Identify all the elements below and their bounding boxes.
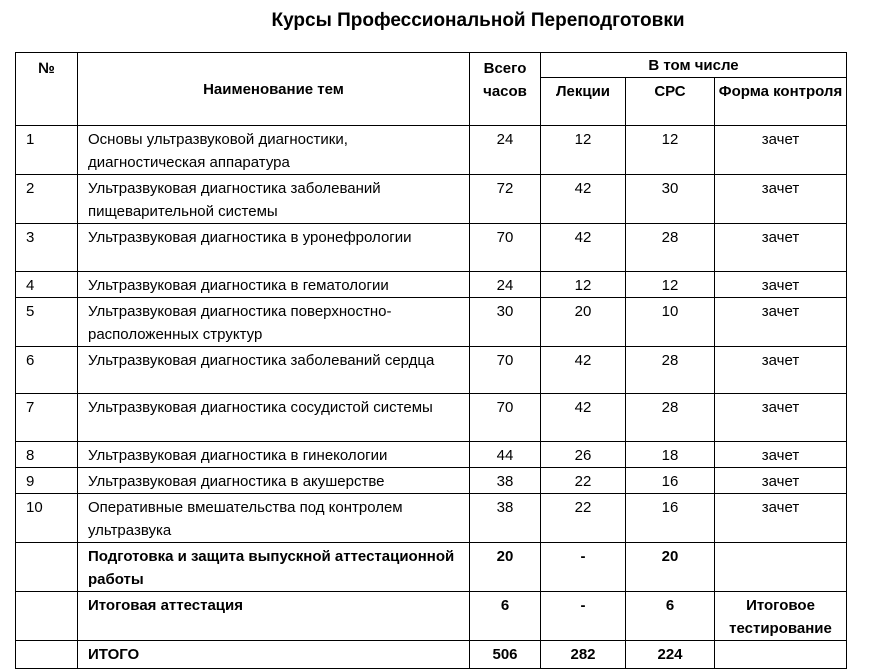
row-src: 16 [626, 494, 715, 543]
row-src: 6 [626, 592, 715, 641]
summary-row-total [16, 641, 847, 669]
row-lectures: 282 [541, 641, 626, 669]
row-number [16, 592, 78, 641]
row-topic: Итоговая аттестация [78, 592, 470, 641]
row-total: 38 [470, 468, 541, 494]
row-topic: Ультразвуковая диагностика в гинекологии [78, 442, 470, 468]
row-topic: Оперативные вмешательства под контролем ультразвука [78, 494, 470, 543]
row-form: зачет [715, 468, 847, 494]
row-src: 30 [626, 175, 715, 224]
row-src: 20 [626, 543, 715, 592]
row-form: зачет [715, 126, 847, 175]
row-number: 7 [16, 394, 78, 442]
row-topic: Основы ультразвуковой диагностики, диагностическая аппаратура [78, 126, 470, 175]
row-lectures: 20 [541, 298, 626, 347]
course-table [15, 52, 847, 669]
row-lectures: - [541, 543, 626, 592]
row-number: 6 [16, 347, 78, 394]
row-total: 70 [470, 224, 541, 272]
row-topic: Ультразвуковая диагностика в акушерстве [78, 468, 470, 494]
row-form: Итоговое тестирование [715, 592, 847, 641]
row-topic: Ультразвуковая диагностика заболеваний сердца [78, 347, 470, 394]
row-src: 18 [626, 442, 715, 468]
row-lectures: 42 [541, 394, 626, 442]
table-row [16, 394, 847, 442]
header-including: В том числе [541, 53, 847, 78]
row-src: 28 [626, 394, 715, 442]
table-row [16, 442, 847, 468]
row-topic: Ультразвуковая диагностика сосудистой системы [78, 394, 470, 442]
row-lectures: 12 [541, 126, 626, 175]
row-number [16, 641, 78, 669]
row-lectures: - [541, 592, 626, 641]
header-total-hours: Всего часов [470, 53, 541, 126]
table-row [16, 224, 847, 272]
table-row [16, 494, 847, 543]
row-src: 28 [626, 224, 715, 272]
header-topic-name: Наименование тем [78, 53, 470, 126]
row-number: 1 [16, 126, 78, 175]
header-number: № [16, 53, 78, 126]
row-form [715, 641, 847, 669]
row-topic: Ультразвуковая диагностика в уронефрологии [78, 224, 470, 272]
row-form: зачет [715, 175, 847, 224]
table-row [16, 347, 847, 394]
table-row [16, 175, 847, 224]
row-form: зачет [715, 494, 847, 543]
row-lectures: 22 [541, 468, 626, 494]
row-topic: Ультразвуковая диагностика заболеваний пищеварительной системы [78, 175, 470, 224]
row-topic: Подготовка и защита выпускной аттестационной работы [78, 543, 470, 592]
row-form: зачет [715, 298, 847, 347]
row-topic: ИТОГО [78, 641, 470, 669]
row-total: 6 [470, 592, 541, 641]
row-src: 10 [626, 298, 715, 347]
row-number: 2 [16, 175, 78, 224]
row-number: 3 [16, 224, 78, 272]
row-total: 20 [470, 543, 541, 592]
row-form [715, 543, 847, 592]
row-lectures: 26 [541, 442, 626, 468]
row-src: 12 [626, 126, 715, 175]
row-number: 4 [16, 272, 78, 298]
row-total: 44 [470, 442, 541, 468]
row-topic: Ультразвуковая диагностика в гематологии [78, 272, 470, 298]
row-total: 70 [470, 347, 541, 394]
row-total: 70 [470, 394, 541, 442]
row-form: зачет [715, 224, 847, 272]
header-lectures: Лекции [541, 78, 626, 126]
header-src: СРС [626, 78, 715, 126]
row-number: 8 [16, 442, 78, 468]
row-topic: Ультразвуковая диагностика поверхностно-расположенных структур [78, 298, 470, 347]
row-form: зачет [715, 347, 847, 394]
row-form: зачет [715, 272, 847, 298]
row-total: 24 [470, 126, 541, 175]
row-number: 9 [16, 468, 78, 494]
row-lectures: 42 [541, 347, 626, 394]
row-total: 30 [470, 298, 541, 347]
table-row [16, 272, 847, 298]
summary-row-thesis [16, 543, 847, 592]
row-src: 12 [626, 272, 715, 298]
row-number [16, 543, 78, 592]
row-total: 24 [470, 272, 541, 298]
table-row [16, 298, 847, 347]
document-title: Курсы Профессиональной Переподготовки [271, 10, 685, 31]
header-control-form: Форма контроля [715, 78, 847, 126]
row-form: зачет [715, 442, 847, 468]
row-number: 10 [16, 494, 78, 543]
row-total: 72 [470, 175, 541, 224]
table-row [16, 126, 847, 175]
table-row [16, 468, 847, 494]
row-number: 5 [16, 298, 78, 347]
row-form: зачет [715, 394, 847, 442]
row-total: 506 [470, 641, 541, 669]
row-src: 16 [626, 468, 715, 494]
row-total: 38 [470, 494, 541, 543]
row-lectures: 42 [541, 175, 626, 224]
row-lectures: 22 [541, 494, 626, 543]
row-src: 224 [626, 641, 715, 669]
row-lectures: 12 [541, 272, 626, 298]
row-src: 28 [626, 347, 715, 394]
row-lectures: 42 [541, 224, 626, 272]
summary-row-final-attestation [16, 592, 847, 641]
